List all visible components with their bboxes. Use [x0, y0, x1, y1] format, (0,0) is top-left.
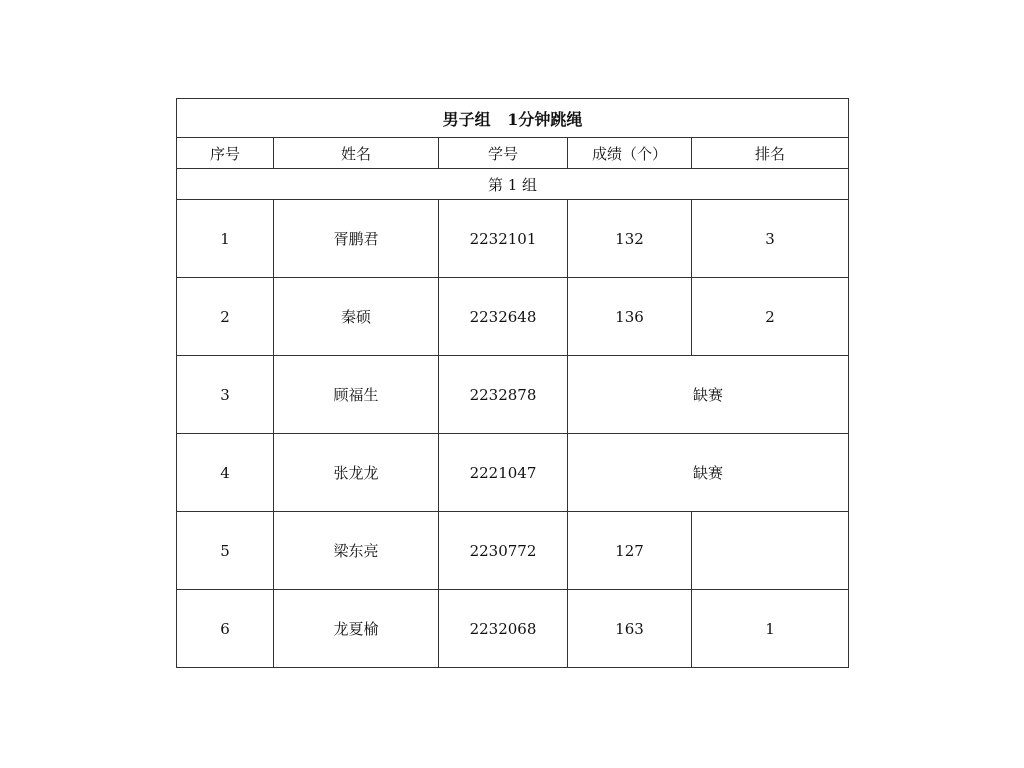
cell-student-id: 2232648: [439, 278, 568, 356]
cell-index: 5: [177, 512, 274, 590]
table-row: [177, 356, 849, 434]
table-header-row: [177, 138, 849, 169]
cell-absent: 缺赛: [568, 434, 849, 512]
cell-rank: [692, 512, 849, 590]
cell-name: 龙夏榆: [274, 590, 439, 668]
table-row: [177, 512, 849, 590]
cell-student-id: 2232068: [439, 590, 568, 668]
cell-index: 4: [177, 434, 274, 512]
cell-rank: 2: [692, 278, 849, 356]
table-row: [177, 434, 849, 512]
cell-name: 顾福生: [274, 356, 439, 434]
cell-score: 136: [568, 278, 692, 356]
cell-index: 6: [177, 590, 274, 668]
table-row: [177, 590, 849, 668]
table-title: 男子组 1分钟跳绳: [177, 99, 849, 138]
header-name: 姓名: [274, 138, 439, 169]
cell-name: 秦硕: [274, 278, 439, 356]
cell-index: 1: [177, 200, 274, 278]
header-score: 成绩（个）: [568, 138, 692, 169]
cell-name: 梁东亮: [274, 512, 439, 590]
header-index: 序号: [177, 138, 274, 169]
group-row: [177, 169, 849, 200]
header-rank: 排名: [692, 138, 849, 169]
cell-student-id: 2232101: [439, 200, 568, 278]
cell-score: 163: [568, 590, 692, 668]
cell-name: 胥鹏君: [274, 200, 439, 278]
cell-student-id: 2221047: [439, 434, 568, 512]
cell-rank: 1: [692, 590, 849, 668]
table-title-row: [177, 99, 849, 138]
cell-rank: 3: [692, 200, 849, 278]
cell-index: 2: [177, 278, 274, 356]
cell-absent: 缺赛: [568, 356, 849, 434]
cell-student-id: 2232878: [439, 356, 568, 434]
cell-index: 3: [177, 356, 274, 434]
group-label: 第 1 组: [177, 169, 849, 200]
cell-score: 127: [568, 512, 692, 590]
results-table: [176, 98, 849, 668]
header-student-id: 学号: [439, 138, 568, 169]
table-row: [177, 200, 849, 278]
cell-student-id: 2230772: [439, 512, 568, 590]
cell-score: 132: [568, 200, 692, 278]
cell-name: 张龙龙: [274, 434, 439, 512]
table-row: [177, 278, 849, 356]
